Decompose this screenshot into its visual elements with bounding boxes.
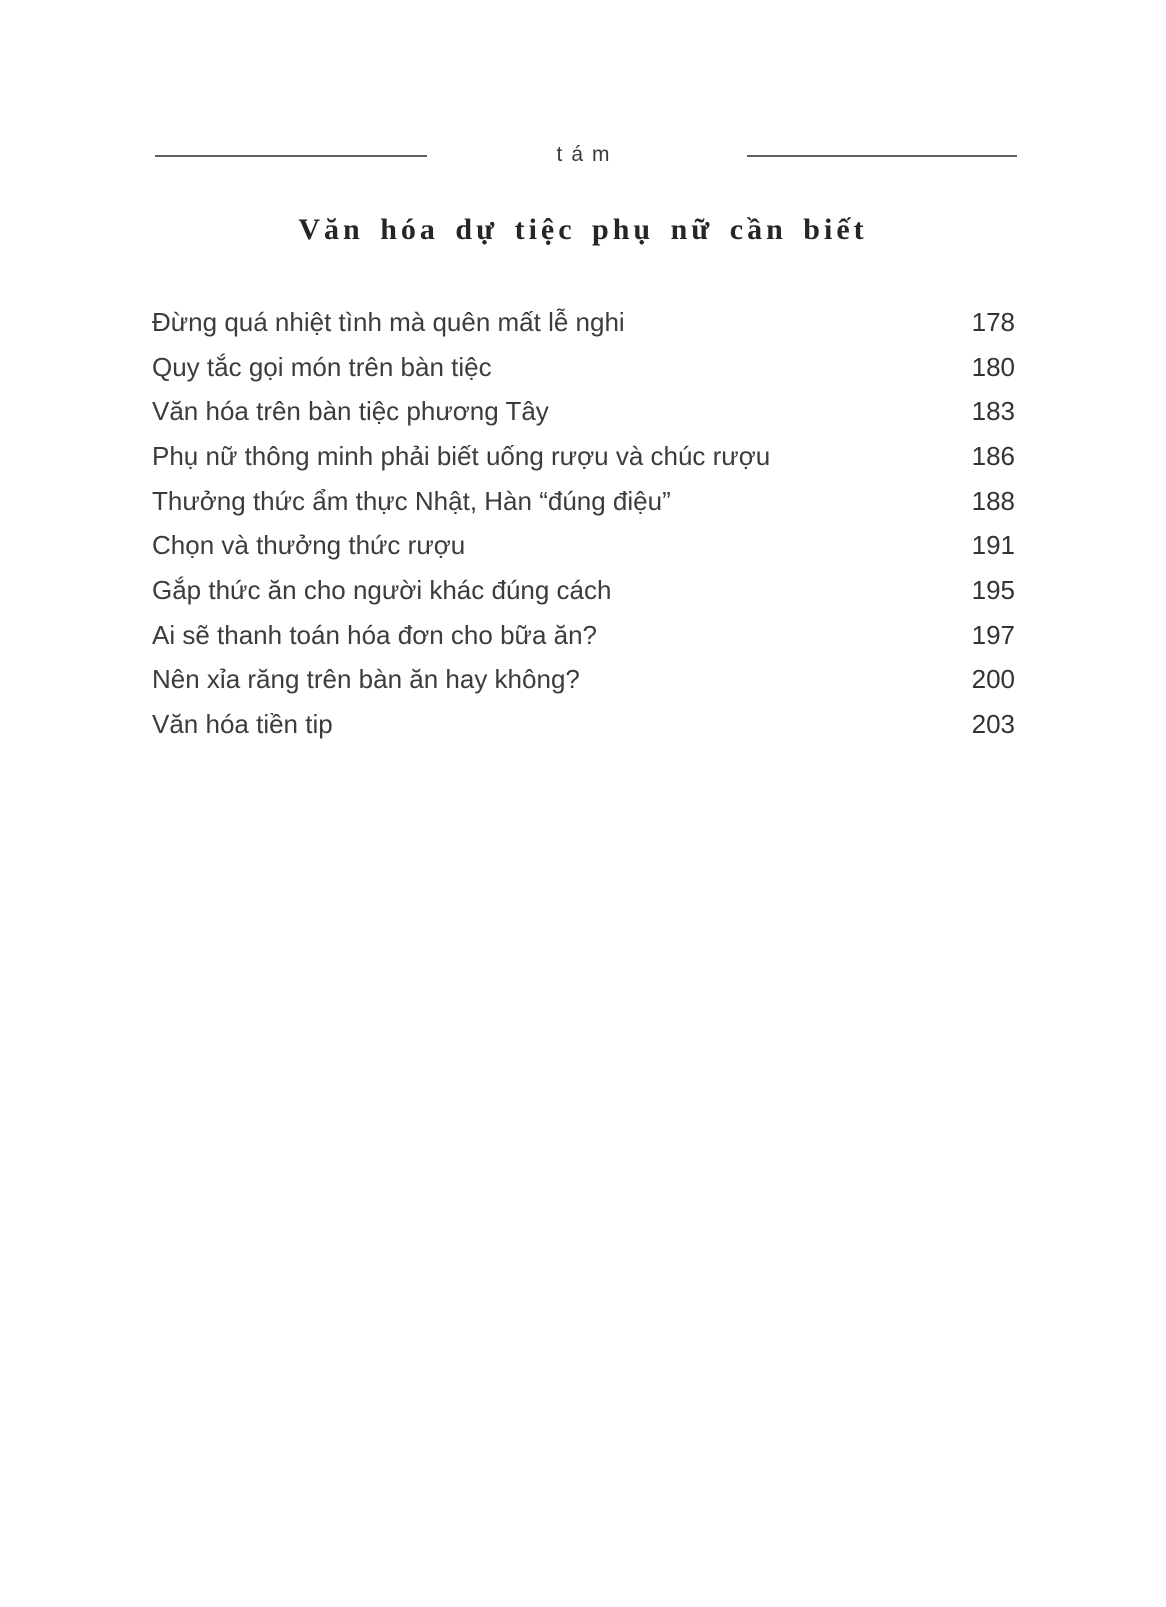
toc-entry [152,479,1015,524]
toc-entry-title: Văn hóa tiền tip [152,709,333,740]
toc-entry [152,345,1015,390]
toc-entry [152,300,1015,345]
toc-entry-page-number: 178 [971,306,1015,337]
toc-entry-title: Nên xỉa răng trên bàn ăn hay không? [152,664,580,695]
toc-entry [152,523,1015,568]
toc-entry-page-number: 195 [971,574,1015,605]
toc-entry-page-number: 183 [971,396,1015,427]
toc-entry-title: Ai sẽ thanh toán hóa đơn cho bữa ăn? [152,619,598,650]
toc-entry-page-number: 180 [971,351,1015,382]
toc-entry [152,613,1015,658]
toc-entry-title: Gắp thức ăn cho người khác đúng cách [152,574,612,605]
toc-entry-page-number: 191 [971,530,1015,561]
toc-entry-title: Văn hóa trên bàn tiệc phương Tây [152,396,549,427]
toc-entry-title: Đừng quá nhiệt tình mà quên mất lễ nghi [152,306,625,337]
toc-entry [152,702,1015,747]
chapter-title: Văn hóa dự tiệc phụ nữ cần biết [298,213,868,246]
header-rule-right [747,155,1017,157]
toc-entry-page-number: 200 [971,664,1015,695]
toc-entry [152,434,1015,479]
toc-entry-title: Thưởng thức ẩm thực Nhật, Hàn “đúng điệu” [152,485,671,516]
toc-entry-title: Chọn và thưởng thức rượu [152,530,466,561]
toc-entry [152,389,1015,434]
toc-entry [152,568,1015,613]
chapter-number-label: tám [556,143,619,166]
toc-list [152,300,1015,747]
toc-entry [152,658,1015,703]
toc-entry-page-number: 203 [971,709,1015,740]
toc-entry-page-number: 197 [971,619,1015,650]
toc-entry-title: Quy tắc gọi món trên bàn tiệc [152,351,492,382]
toc-entry-title: Phụ nữ thông minh phải biết uống rượu và chúc rượu [152,440,771,471]
toc-entry-page-number: 188 [971,485,1015,516]
toc-entry-page-number: 186 [971,440,1015,471]
